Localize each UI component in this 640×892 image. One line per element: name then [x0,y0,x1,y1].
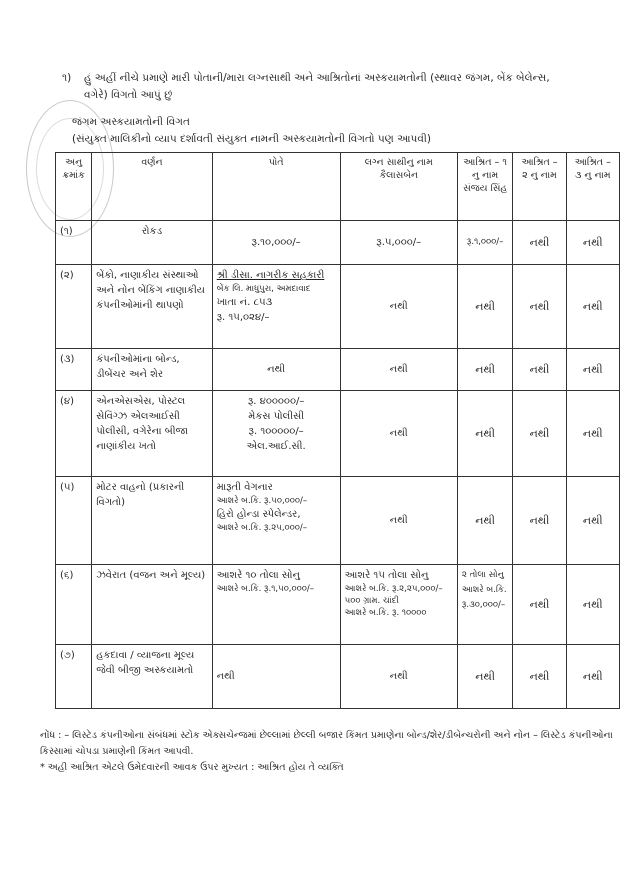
row-dependent-1: રૂ.૧,૦૦૦/– [457,221,512,265]
header-spouse: લગ્ન સાથીનુ નામ કૈલાસબેન [340,153,457,221]
row-serial: (૭) [56,645,92,709]
self-line: મેકસ પોલીસી [248,411,305,422]
spouse-line: નથી [389,428,408,439]
table-row [56,477,620,565]
self-line: નથી [216,671,235,682]
row-description: બેંકો, નાણાકીય સંસ્થાઓ અને નોન બેંકિંગ નાણાકીય કંપનીઓમાંની થાપણો [92,265,212,349]
spouse-line: નથી [389,671,408,682]
header-dependent-1: આશ્રિત – ૧ નુ નામ સંજય સિંહ [457,153,512,221]
table-row [56,265,620,349]
spouse-line: નથી [389,364,408,375]
row-description: રોકડ [92,221,212,265]
row-self [212,221,340,265]
row-spouse [340,645,457,709]
row-spouse [340,265,457,349]
row-spouse [340,221,457,265]
row-dependent-1: નથી [457,645,512,709]
row-dependent-3: નથી [566,265,619,349]
row-dependent-1: નથી [457,265,512,349]
row-dependent-3: નથી [566,391,619,477]
row-dependent-2: નથી [513,349,566,391]
table-row [56,349,620,391]
row-self [212,391,340,477]
row-dependent-2: નથી [513,391,566,477]
row-serial: (૨) [56,265,92,349]
row-spouse [340,477,457,565]
table-row [56,391,620,477]
self-line: હિરો હોન્ડા સ્પેલેન્ડર, [216,509,301,520]
spouse-line: નથી [389,515,408,526]
header-dependent-3: આશ્રિત – ૩ નુ નામ [566,153,619,221]
self-line: નથી [267,364,286,375]
row-serial: (૩) [56,349,92,391]
table-header-row [56,153,620,221]
self-line: રૂ. ૧૫,૦૨૪/– [216,312,270,323]
table-row [56,221,620,265]
self-line: બેંક લિ. માધુપુરા, અમદાવાદ [216,284,311,294]
row-serial: (૬) [56,565,92,645]
self-line: શ્રી ડીસા. નાગરીક સહકારી [216,270,325,281]
row-dependent-3: નથી [566,477,619,565]
row-serial: (૪) [56,391,92,477]
header-serial: અનુ ક્રમાંક [56,153,92,221]
footer-note-listed: નોંધ : – લિસ્ટેડ કંપનીઓના સંબંધમાં સ્ટોક એક્સચેન્જમાં છેલ્લામાં છેલ્લી બજાર કિંમત પ્રમાણેના બોન્ડ/શેર/ડીબેન્ચરોની અને નોન – લિસ્ટેડ કંપનીઓના કિસ્સામાં ચોપડા પ્રમાણેની કિંમત આપવી. [40,730,613,757]
row-self [212,565,340,645]
self-line: રૂ. ૧૦૦૦૦૦/– [248,426,304,437]
self-line: રૂ. ૪૦૦૦૦૦/– [247,396,305,407]
row-dependent-2: નથી [513,265,566,349]
row-description: એનએસએસ, પોસ્ટલ સેવિંગ્ઝ એલઆઈસી પોલીસી, વગેરેના બીજા નાણાંકીય ખતો [92,391,212,477]
header-description: વર્ણન [92,153,212,221]
row-dependent-2: નથી [513,477,566,565]
self-line: મારૂતી વેગનાર [216,482,273,493]
spouse-line: આશરે બ.કિ. રૂ.૨,૨૫,૦૦૦/– [344,584,443,594]
section-title: જંગમ અસ્કયામતોની વિગત [72,116,190,128]
spouse-line: નથી [389,301,408,312]
row-dependent-2: નથી [513,221,566,265]
header-dependent-2: આશ્રિત – ૨ નુ નામ [513,153,566,221]
row-serial: (૫) [56,477,92,565]
row-description: મોટર વાહનો (પ્રકારની વિગતો) [92,477,212,565]
row-self [212,349,340,391]
section-note: (સંયુક્ત માલિકીનો વ્યાપ દર્શાવતી સંયુક્ત નામની અસ્કયામતોની વિગતો પણ આપવી) [72,133,431,145]
spouse-line: ૫૦૦ ગ્રામ. ચાંદી [344,596,399,606]
row-spouse [340,391,457,477]
self-line: ખાતા નં. ૮૫૩ [216,297,273,308]
row-description: કંપનીઓમાંના બોન્ડ, ડીબેંચર અને શેર [92,349,212,391]
row-spouse [340,565,457,645]
row-dependent-2: નથી [513,645,566,709]
self-line: આશરે બ.કિ. રૂ.૫૦,૦૦૦/– [216,496,308,506]
spouse-line: આશરે બ.કિ. રૂ. ૧૦૦૦૦ [344,608,427,618]
row-self [212,265,340,349]
row-dependent-3: નથી [566,645,619,709]
table-row [56,565,620,645]
row-dependent-1: નથી [457,391,512,477]
row-dependent-1: નથી [457,477,512,565]
row-self [212,477,340,565]
intro-text: હું અહીં નીચે પ્રમાણે મારી પોતાની/મારા લગ્નસાથી અને આશ્રિતોનાં અસ્કયામતોની (સ્થાવર જંગમ, બેંક બેલેન્સ, વગેરે) વિગતો આપું છું [84,72,550,101]
row-dependent-3: નથી [566,349,619,391]
self-line: રૂ.૧૦,૦૦૦/– [251,237,301,248]
row-serial: (૧) [56,221,92,265]
row-dependent-1: ૨ તોલા સોનુ આશરે બ.કિ. રૂ.૩૦,૦૦૦/– [457,565,512,645]
assets-table [55,152,620,709]
intro-number: ૧) [62,72,72,84]
spouse-line: આશરે ૧૫ તોલા સોનુ [344,570,429,581]
self-line: આશરે ૧૦ તોલા સોનુ [216,570,300,581]
intro-paragraph [62,70,567,104]
row-spouse [340,349,457,391]
footer-notes [40,728,620,776]
table-row [56,645,620,709]
row-dependent-3: નથી [566,565,619,645]
footer-note-dependent: * અહી આશ્રિત એટલે ઉમેદવારની આવક ઉપર મુખ્યત : આશ્રિત હોય તે વ્યક્તિ [40,762,344,773]
row-dependent-1: નથી [457,349,512,391]
row-self [212,645,340,709]
header-self: પોતે [212,153,340,221]
self-line: આશરે બ.કિ. રૂ.૧,૫૦,૦૦૦/– [216,584,314,594]
row-description: હકદાવા / વ્યાજના મૂલ્ય જેવી બીજી અસ્કયામતો [92,645,212,709]
row-dependent-2: નથી [513,565,566,645]
spouse-line: રૂ.૫,૦૦૦/– [376,237,422,248]
self-line: આશરે બ.કિ. રૂ.૨૫,૦૦૦/– [216,523,307,533]
row-dependent-3: નથી [566,221,619,265]
self-line: એલ.આઈ.સી. [246,441,306,452]
row-description: ઝવેરાત (વજન અને મૂલ્ય) [92,565,212,645]
